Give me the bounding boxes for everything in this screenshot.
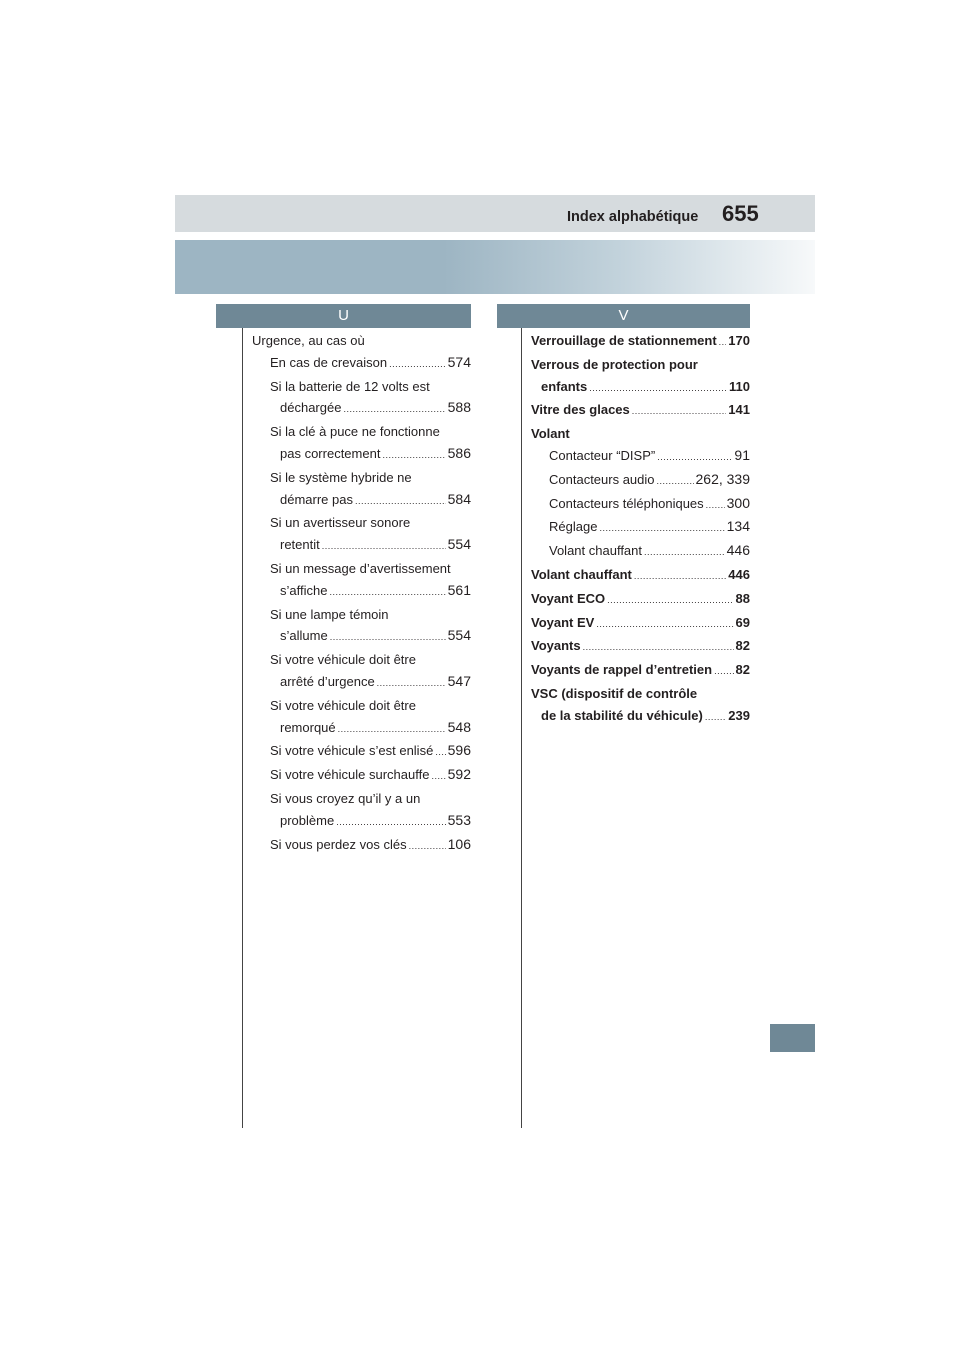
index-page-ref: 554 xyxy=(447,627,471,644)
leader-dots xyxy=(330,627,446,649)
leader-dots xyxy=(355,491,446,513)
leader-dots xyxy=(377,673,446,695)
index-entry xyxy=(252,788,471,834)
index-entry-text: de la stabilité du véhicule) xyxy=(541,707,703,723)
index-entry-text: Si votre véhicule surchauffe xyxy=(270,767,430,783)
column-divider-left xyxy=(242,304,243,1128)
index-entry-text: remorqué xyxy=(280,719,336,735)
index-entry-text: Voyants xyxy=(531,638,581,654)
index-entry-text: Verrous de protection pour xyxy=(531,356,698,372)
index-page-ref: 110 xyxy=(729,378,750,394)
index-entry-text: Si la batterie de 12 volts est xyxy=(270,378,430,394)
leader-dots xyxy=(644,542,725,564)
leader-dots xyxy=(599,518,724,540)
index-entry-text: Si le système hybride ne xyxy=(270,469,412,485)
index-entry xyxy=(531,635,750,659)
index-page-ref: 588 xyxy=(447,399,471,416)
index-entry xyxy=(531,516,750,540)
index-entry xyxy=(252,558,471,604)
leader-dots xyxy=(336,812,445,834)
column-divider-right xyxy=(521,304,522,1128)
index-entry xyxy=(531,330,750,354)
index-page-ref: 82 xyxy=(735,662,750,678)
leader-dots xyxy=(322,536,446,558)
leader-dots xyxy=(634,566,726,588)
index-page-ref: 134 xyxy=(726,518,750,535)
index-entry-text: Si votre véhicule doit être xyxy=(270,652,416,668)
index-entry xyxy=(252,649,471,695)
index-entry-text: Si la clé à puce ne fonctionne xyxy=(270,424,440,440)
leader-dots xyxy=(329,582,445,604)
index-entry xyxy=(531,564,750,588)
index-entry-text: Voyant EV xyxy=(531,614,595,630)
index-entry-text: Volant chauffant xyxy=(549,543,643,559)
index-entry-text: Si un message d’avertissement xyxy=(270,560,451,576)
index-entry xyxy=(531,423,750,445)
leader-dots xyxy=(596,614,733,636)
index-entry-text: Voyants de rappel d’entretien xyxy=(531,662,713,678)
index-entry-text: Si vous croyez qu’il y a un xyxy=(270,790,421,806)
index-entry-text: Vitre des glaces xyxy=(531,402,630,418)
header-bar xyxy=(175,195,815,232)
index-entry-text: problème xyxy=(280,812,335,828)
index-entry xyxy=(531,399,750,423)
index-entry xyxy=(531,683,750,729)
index-page-ref: 446 xyxy=(728,566,750,582)
index-page-ref: 170 xyxy=(728,333,750,348)
index-entry-text: Volant chauffant xyxy=(531,566,632,582)
page-title: Index alphabétique xyxy=(567,209,699,225)
index-entry-text: démarre pas xyxy=(280,491,353,507)
index-page-ref: 300 xyxy=(726,494,750,511)
leader-dots xyxy=(589,378,727,400)
leader-dots xyxy=(435,742,445,764)
section-letter-u: U xyxy=(216,304,471,328)
index-page-ref: 239 xyxy=(728,707,750,723)
leader-dots xyxy=(607,590,733,612)
index-entry xyxy=(252,834,471,858)
index-entry xyxy=(531,659,750,683)
index-entry xyxy=(252,421,471,467)
index-page-ref: 69 xyxy=(735,614,750,630)
index-entry-text: VSC (dispositif de contrôle xyxy=(531,685,698,701)
leader-dots xyxy=(706,495,725,517)
index-entry-text: Si votre véhicule s’est enlisé xyxy=(270,743,434,759)
index-page-ref: 548 xyxy=(447,718,471,735)
index-page-ref: 88 xyxy=(735,590,750,606)
index-column-u xyxy=(252,330,471,857)
index-page-ref: 106 xyxy=(447,835,471,852)
leader-dots xyxy=(719,332,727,354)
index-entry xyxy=(252,604,471,650)
index-entry-text: En cas de crevaison xyxy=(270,354,388,370)
index-entry-text: Contacteur “DISP” xyxy=(549,447,656,463)
index-entry-text: Contacteurs téléphoniques xyxy=(549,495,704,511)
leader-dots xyxy=(343,399,445,421)
index-page-ref: 554 xyxy=(447,536,471,553)
index-entry-text: Si vous perdez vos clés xyxy=(270,836,407,852)
index-entry-text: Urgence, au cas où xyxy=(252,333,365,348)
leader-dots xyxy=(409,836,446,858)
index-page-ref: 561 xyxy=(447,581,471,598)
index-entry xyxy=(531,354,750,400)
index-entry xyxy=(531,540,750,564)
index-entry-text: retentit xyxy=(280,537,320,553)
index-page-ref: 574 xyxy=(447,353,471,370)
leader-dots xyxy=(583,637,734,659)
index-page-ref: 596 xyxy=(447,742,471,759)
index-page-ref: 547 xyxy=(447,672,471,689)
index-entry xyxy=(531,445,750,469)
leader-dots xyxy=(382,445,445,467)
index-page-ref: 592 xyxy=(447,766,471,783)
index-entry-text: s’allume xyxy=(280,628,328,644)
index-page-ref: 553 xyxy=(447,811,471,828)
index-entry xyxy=(252,330,471,352)
index-page-ref: 584 xyxy=(447,490,471,507)
section-tab-marker xyxy=(770,1024,815,1052)
index-entry xyxy=(252,352,471,376)
section-letter-v: V xyxy=(497,304,750,328)
index-page-ref: 91 xyxy=(734,446,750,463)
index-page-ref: 262, 339 xyxy=(695,470,750,487)
index-column-v xyxy=(531,330,750,729)
leader-dots xyxy=(657,447,732,469)
leader-dots xyxy=(705,707,726,729)
index-entry-text: Si une lampe témoin xyxy=(270,606,389,622)
index-entry-text: Si votre véhicule doit être xyxy=(270,697,416,713)
leader-dots xyxy=(714,661,733,683)
index-entry xyxy=(252,764,471,788)
leader-dots xyxy=(338,719,446,741)
index-entry xyxy=(252,512,471,558)
index-entry-text: Contacteurs audio xyxy=(549,471,655,487)
index-page-ref: 82 xyxy=(735,638,750,654)
index-page-ref: 141 xyxy=(728,402,750,418)
index-entry xyxy=(531,612,750,636)
leader-dots xyxy=(632,401,727,423)
index-entry-text: déchargée xyxy=(280,400,342,416)
leader-dots xyxy=(431,766,445,788)
index-entry-text: Volant xyxy=(531,426,570,442)
index-entry-text: arrêté d’urgence xyxy=(280,673,375,689)
leader-dots xyxy=(389,354,446,376)
page-number: 655 xyxy=(722,201,759,226)
index-page-ref: 446 xyxy=(726,542,750,559)
leader-dots xyxy=(657,471,694,493)
index-entry-text: s’affiche xyxy=(280,582,328,598)
index-entry xyxy=(252,467,471,513)
index-entry xyxy=(252,695,471,741)
index-entry-text: Voyant ECO xyxy=(531,590,606,606)
index-entry xyxy=(531,493,750,517)
index-entry xyxy=(531,588,750,612)
index-entry-text: Réglage xyxy=(549,519,598,535)
index-entry-text: Verrouillage de stationnement xyxy=(531,333,717,348)
index-entry-text: Si un avertisseur sonore xyxy=(270,515,411,531)
index-entry xyxy=(252,740,471,764)
index-entry-text: enfants xyxy=(541,378,588,394)
index-page-ref: 586 xyxy=(447,444,471,461)
index-entry-text: pas correctement xyxy=(280,445,381,461)
index-entry xyxy=(252,376,471,422)
index-entry xyxy=(531,469,750,493)
decorative-band xyxy=(175,240,815,294)
